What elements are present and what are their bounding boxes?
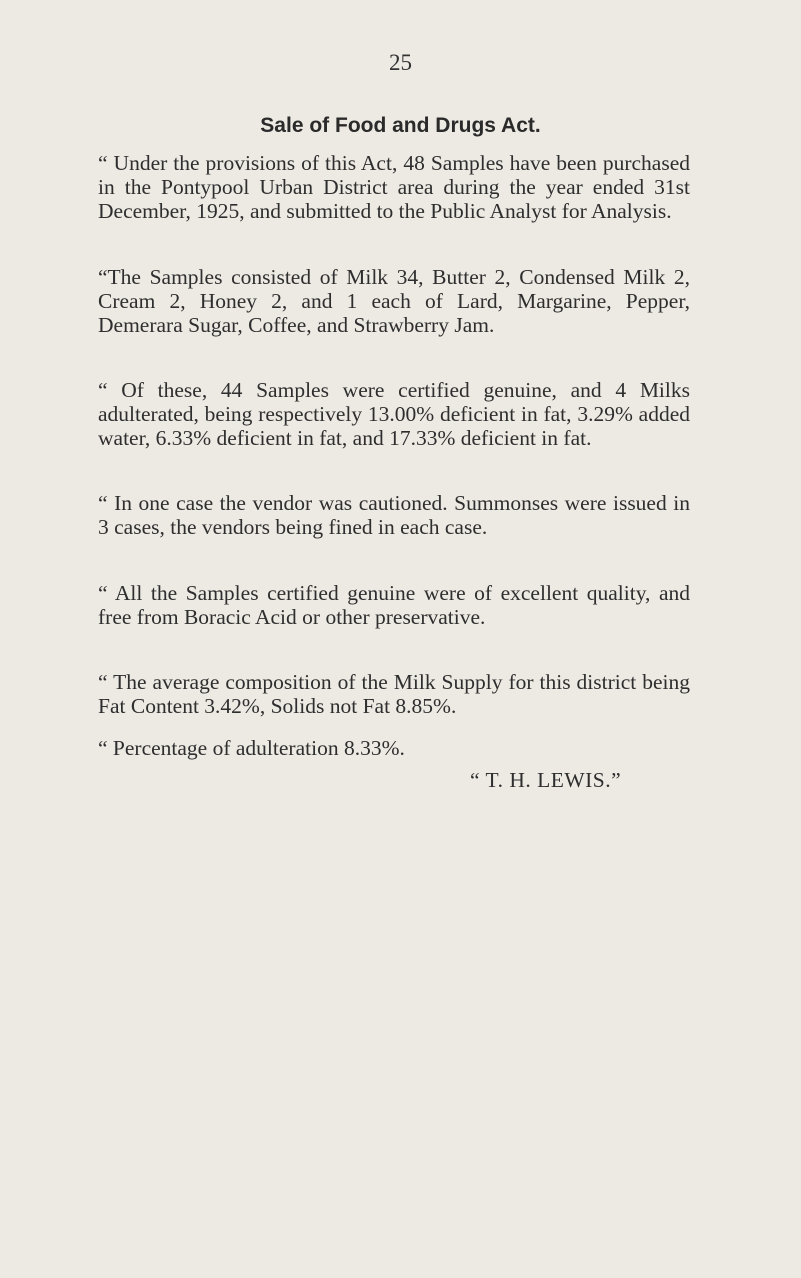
paragraph-quality: “ All the Samples certified genuine were of excellent quality, and free from Boracic Acid or other preservative. — [98, 581, 690, 629]
paragraph-milk-composition: “ The average composition of the Milk Supply for this district being Fat Content 3.42%, Solids not Fat 8.85%. — [98, 670, 690, 718]
paragraph-certified-results: “ Of these, 44 Samples were certified genuine, and 4 Milks adulterated, being respectively 13.00% deficient in fat, 3.29% added water, 6.33% deficient in fat, and 17.33% deficient in fat. — [98, 378, 690, 450]
paragraph-samples-purchased: “ Under the provisions of this Act, 48 Samples have been purchased in the Pontypool Urban District area during the year ended 31st December, 1925, and submitted to the Public Analyst for Analysis. — [98, 151, 690, 223]
signature: “ T. H. LEWIS.” — [470, 768, 622, 792]
paragraph-samples-consisted: “The Samples consisted of Milk 34, Butter 2, Condensed Milk 2, Cream 2, Honey 2, and 1 each of Lard, Margarine, Pepper, Demerara Sugar, Coffee, and Strawberry Jam. — [98, 265, 690, 337]
section-heading: Sale of Food and Drugs Act. — [260, 114, 541, 137]
paragraph-vendor-cautioned: “ In one case the vendor was cautioned. Summonses were issued in 3 cases, the vendors being fined in each case. — [98, 491, 690, 539]
page-number: 25 — [389, 50, 412, 75]
paragraph-adulteration-percentage: “ Percentage of adulteration 8.33%. — [98, 736, 405, 760]
